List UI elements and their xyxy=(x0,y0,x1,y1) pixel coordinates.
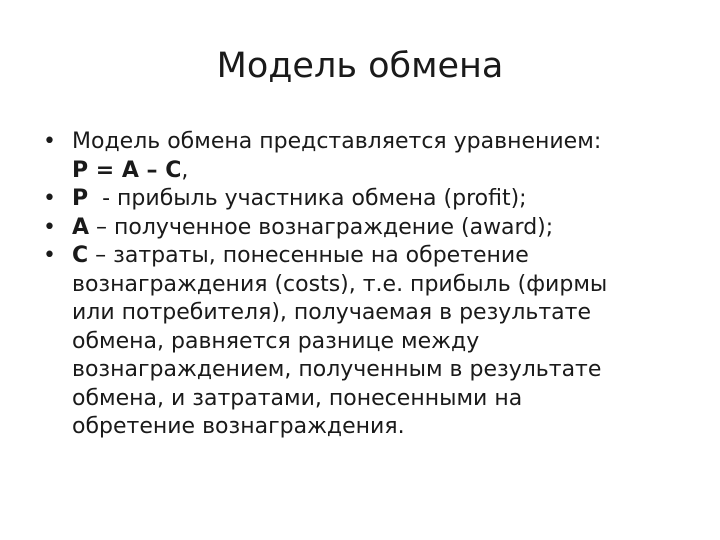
bullet-line xyxy=(72,185,680,214)
bullet-text: – затраты, понесенные на обретение xyxy=(88,243,529,268)
term-label: C xyxy=(72,243,89,268)
term-label: A xyxy=(72,214,90,240)
bullet-item-costs xyxy=(40,242,680,442)
bullet-line: обмена, равняется разнице между xyxy=(72,328,480,354)
bullet-line: вознаграждения (costs), т.е. прибыль (фирмы xyxy=(72,271,608,297)
bullet-text: – полученное вознаграждение (award); xyxy=(89,214,554,240)
bullet-item-award xyxy=(40,214,680,243)
slide-title: Модель обмена xyxy=(216,46,504,86)
bullet-line xyxy=(72,157,680,186)
equation-formula: P = A – C xyxy=(72,157,182,183)
bullet-text: - прибыль участника обмена (profit); xyxy=(88,186,527,211)
bullet-line xyxy=(72,214,680,243)
bullet-line: вознаграждением, полученным в результате xyxy=(72,357,602,382)
bullet-item-equation xyxy=(40,128,680,185)
bullet-line: обмена, и затратами, понесенными на xyxy=(72,385,523,411)
bullet-text: Модель обмена представляется уравнением: xyxy=(72,129,602,154)
bullet-marker: • xyxy=(43,129,56,154)
bullet-line: обретение вознаграждения. xyxy=(72,414,405,439)
bullet-item-profit xyxy=(40,185,680,214)
bullet-line xyxy=(72,128,680,157)
bullet-list xyxy=(40,128,680,442)
bullet-line xyxy=(72,242,680,271)
bullet-marker: • xyxy=(43,243,56,268)
bullet-marker: • xyxy=(43,186,56,211)
bullet-marker: • xyxy=(43,214,56,240)
term-label: P xyxy=(72,186,89,211)
bullet-line: или потребителя), получаемая в результате xyxy=(72,300,591,325)
bullet-text: , xyxy=(181,157,189,183)
